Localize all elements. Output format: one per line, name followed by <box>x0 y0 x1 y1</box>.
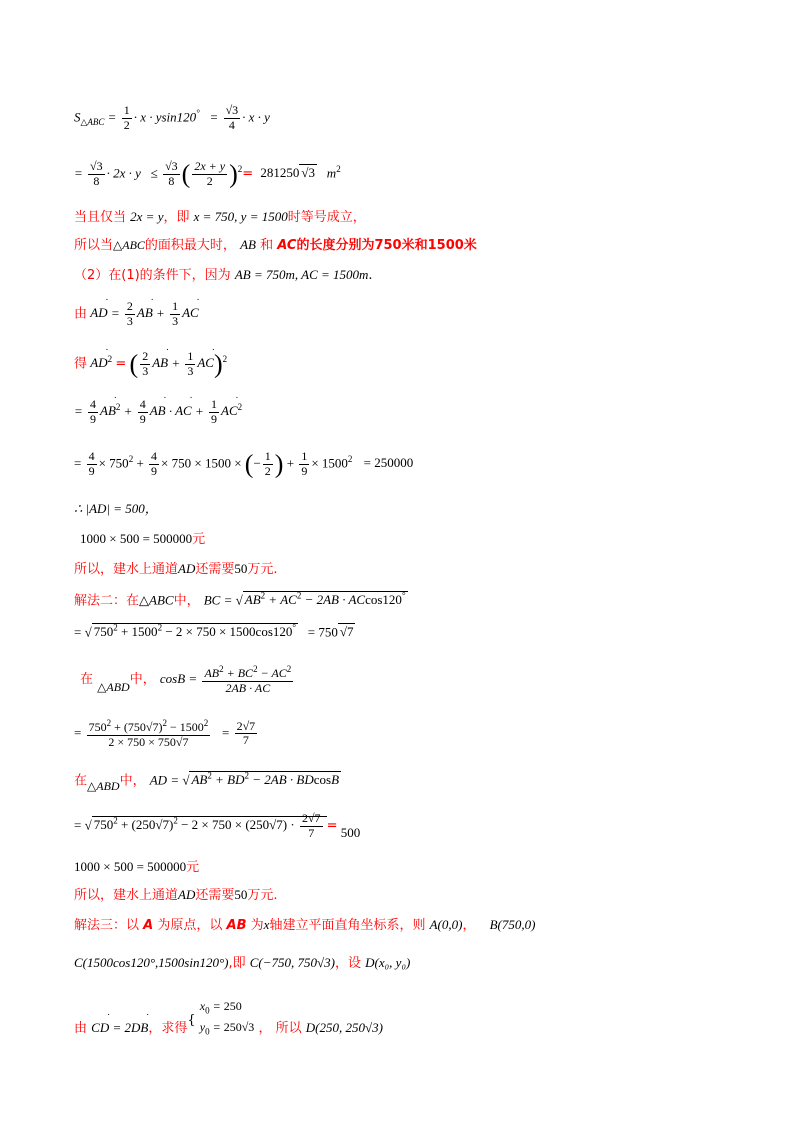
method-3-heading: 解法三：以 A 为原点，以 AB 为x轴建立平面直角坐标系，则 A(0,0)， B(750,0) <box>74 917 536 933</box>
ad-cosine-rule-line: 在△ABD中， AD = √ $AB^2 + BD^2 - 2AB \cdot BDcosB$ <box>74 771 340 794</box>
ad-value-line: = √ $750^2 + (250√7)^2 - 2 \times 750 \times (250√7)$ · $\frac{2√7}{7}$ = 500 <box>74 811 361 841</box>
numeric-substitution-line: = $\frac{4}{9}$ × $750^2$ + $\frac{4}{9}$ × 750 × 1500 × (− $\frac{1}{2}$ ) + $\frac{1}{9}$ × $1500^2 = 250000$ <box>74 449 414 479</box>
ad-length-result: ∴ |AD| = 500， <box>74 501 158 516</box>
formula-area-line-1: $S_{\triangle ABC}$ = $\frac{1}{2}$ · x · ysin120° = $\frac{√3}{4}$ · x · y <box>74 103 270 132</box>
cost-conclusion-line-2: 所以，建水上通道AD还需要50万元. <box>74 887 278 903</box>
cost-conclusion-line-1: 所以，建水上通道AD还需要50万元. <box>74 561 278 577</box>
cos-b-value-line: = $\frac{750^2 + (750√7)^2 - 1500^2}{2 \times 750 \times 750√7}$ = $\frac{2√7}{7}$ <box>74 718 256 749</box>
cost-calculation-line-1: 1000 × 500 = 500000元 <box>80 531 206 547</box>
vector-ad-definition: 由 AD ˙ = $\frac{2}{3}$ AB ˙ + $\frac{1}{3}$ AC ˙ <box>74 300 199 329</box>
point-d-solution: 由 CD ˙ = 2DB ˙，求得{ $x_0 = 250$ $y_0 = 250√3$ ， 所以 D(250, 250√3) <box>74 1000 383 1037</box>
point-c-coordinates: C(1500cos120°,1500sin120°),即 C(−750, 750√3)，设 D(x₀, y₀) <box>74 955 411 971</box>
conclusion-line-1: 所以当△ABC的面积最大时， AB 和 AC的长度分别为750米和1500米 <box>74 237 477 253</box>
vector-expansion-line: = $\frac{4}{9}$ AB ˙$^2$ + $\frac{4}{9}$ AB ˙ · AC ˙ + $\frac{1}{9}$ AC ˙$^2$ <box>74 398 242 427</box>
equality-condition-line: 当且仅当 2x = y，即 x = 750, y = 1500时等号成立， <box>74 209 366 225</box>
bc-value-line: = √ $750^2 + 1500^2 - 2 \times 750 \times 1500\cos 120^\circ = 750$ √7 <box>74 623 354 640</box>
formula-area-line-2: = $\frac{√3}{8}$ · 2x · y ≤ $\frac{√3}{8}$ ( $\frac{2x + y}{2}$ )$^2$= 281250 √3 $m^2$ <box>74 159 341 189</box>
part-2-heading: （2）在(1)的条件下，因为 AB = 750m, AC = 1500m. <box>74 267 373 283</box>
cost-calculation-line-2: 1000 × 500 = 500000元 <box>74 859 200 875</box>
cos-b-line: 在 △ABD中， cosB = $\frac{AB^2 + BC^2 - AC^2}{2AB \cdot AC}$ <box>80 664 292 695</box>
method-2-heading: 解法二：在△ABC中， BC = √ $AB^2 + AC^2 - 2AB \cdot ACcos120^\circ$ <box>74 591 406 609</box>
vector-ad-squared: 得 AD ˙$^2$ = ( $\frac{2}{3}$ AB ˙ + $\frac{1}{3}$ AC ˙)$^2$ <box>74 350 227 379</box>
